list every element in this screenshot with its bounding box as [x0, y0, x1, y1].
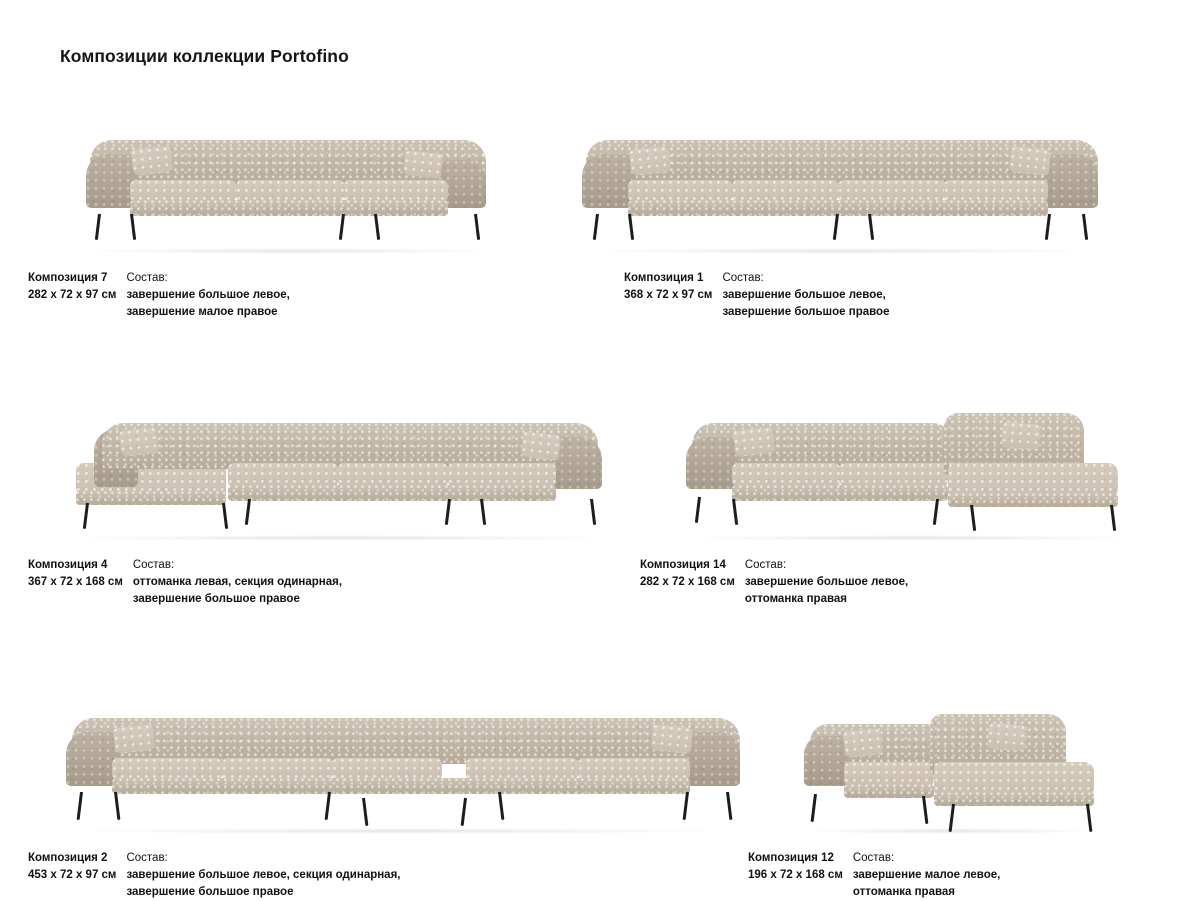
composition-card-14 — [600, 387, 1200, 608]
composition-name: Композиция 14 — [640, 559, 726, 571]
sofa-pillow — [843, 728, 884, 758]
compose-label: Состав: — [852, 852, 895, 864]
compositions-row — [0, 680, 1200, 901]
compositions-grid — [0, 100, 1200, 901]
sofa-graphic — [582, 132, 1102, 248]
composition-name: Композиция 4 — [28, 559, 108, 571]
sofa-seat-cushion — [332, 758, 442, 780]
sofa-pillow — [113, 724, 155, 754]
composition-name: Композиция 7 — [28, 272, 108, 284]
compose-item-line: завершение большое левое, — [722, 289, 886, 301]
sofa-leg — [970, 505, 976, 531]
composition-compose — [126, 850, 400, 901]
compose-label: Состав: — [126, 852, 168, 864]
sofa-leg — [695, 497, 701, 523]
sofa-leg — [222, 503, 228, 529]
ottoman-right-base — [948, 493, 1118, 507]
compose-item-line: завершение большое левое, — [126, 289, 290, 301]
sofa-seat-cushion — [112, 758, 222, 780]
sofa-pillow — [1001, 422, 1041, 451]
sofa-seat-cushion — [732, 180, 838, 202]
composition-dimensions: 282 x 72 x 97 см — [28, 289, 117, 301]
sofa-pillow — [987, 723, 1027, 752]
sofa-leg — [628, 214, 634, 240]
composition-name-dimensions — [624, 270, 722, 321]
compositions-row — [0, 100, 1200, 321]
sofa-arm-left-small — [804, 736, 848, 786]
sofa-leg — [325, 792, 331, 820]
floor-shadow — [680, 535, 1140, 541]
composition-compose — [722, 270, 889, 321]
sofa-leg — [114, 792, 120, 820]
compose-item-line: оттоманка правая — [744, 593, 848, 605]
compose-label: Состав: — [744, 559, 787, 571]
composition-card-7 — [0, 100, 600, 321]
sofa-leg — [732, 499, 738, 525]
composition-illustration-12 — [600, 680, 1200, 850]
composition-name: Композиция 2 — [28, 852, 108, 864]
ottoman-right-seat — [934, 762, 1094, 796]
sofa-leg — [933, 499, 939, 525]
sofa-leg — [868, 214, 874, 240]
compositions-row — [0, 387, 1200, 608]
sofa-leg — [445, 499, 451, 525]
sofa-seat-cushion — [840, 463, 948, 487]
sofa-seat-cushion — [466, 758, 578, 780]
sofa-leg — [480, 499, 486, 525]
sofa-pillow — [119, 427, 160, 457]
composition-illustration-7 — [0, 100, 600, 270]
compose-item-line: завершение большое правое — [722, 306, 890, 318]
sofa-leg — [1082, 214, 1088, 240]
sofa-seat-cushion — [344, 180, 448, 202]
sofa-seat-cushion — [236, 180, 344, 202]
ottoman-right-base — [934, 792, 1094, 806]
composition-compose — [745, 557, 908, 608]
sofa-pillow — [1009, 146, 1051, 176]
floor-shadow — [60, 535, 620, 541]
composition-caption — [600, 850, 1200, 901]
composition-compose — [126, 270, 289, 321]
sofa-seat-cushion — [732, 463, 840, 487]
sofa-leg — [949, 804, 955, 832]
composition-name: Композиция 1 — [624, 272, 704, 284]
composition-dimensions: 282 x 72 x 168 см — [640, 576, 735, 588]
composition-name-dimensions — [748, 850, 853, 901]
sofa-leg — [1045, 214, 1051, 240]
composition-dimensions: 453 x 72 x 97 см — [28, 869, 117, 881]
sofa-seat-cushion — [944, 180, 1048, 202]
composition-caption — [600, 270, 1200, 321]
composition-illustration-14 — [600, 387, 1200, 557]
composition-caption — [0, 850, 600, 901]
compose-item-line: оттоманка правая — [852, 886, 956, 898]
sofa-arm-left-large — [686, 437, 738, 489]
compose-label: Состав: — [132, 559, 175, 571]
sofa-arm-left-large — [66, 732, 120, 786]
sofa-pillow — [131, 146, 173, 176]
sofa-leg — [362, 798, 368, 826]
sofa-seat-cushion — [628, 180, 732, 202]
sofa-arm-right-large — [1044, 154, 1098, 208]
compose-item-line: завершение большое правое — [132, 593, 300, 605]
composition-name-dimensions — [28, 270, 126, 321]
ottoman-right-seat — [948, 463, 1118, 497]
floor-shadow — [580, 248, 1100, 254]
page-title: Композиции коллекции Portofino — [60, 46, 349, 66]
composition-dimensions: 368 x 72 x 97 см — [624, 289, 713, 301]
composition-caption — [0, 270, 600, 321]
composition-illustration-1 — [600, 100, 1200, 270]
sofa-seat-cushion — [448, 463, 556, 487]
sofa-leg — [833, 214, 839, 240]
composition-card-2 — [0, 680, 600, 901]
sofa-leg — [590, 499, 596, 525]
sofa-leg — [83, 503, 89, 529]
sofa-arm-left-large — [86, 154, 138, 208]
sofa-leg — [1110, 505, 1116, 531]
composition-name-dimensions — [640, 557, 745, 608]
compose-item-line: завершение малое левое, — [852, 869, 1001, 881]
sofa-leg — [374, 214, 380, 240]
sofa-leg — [77, 792, 83, 820]
composition-illustration-2 — [0, 680, 600, 850]
floor-shadow — [80, 248, 500, 254]
composition-card-4 — [0, 387, 600, 608]
sofa-seat-cushion — [338, 463, 448, 487]
composition-compose — [853, 850, 1001, 901]
sofa-leg — [1086, 804, 1092, 832]
sofa-base — [732, 485, 948, 501]
sofa-graphic — [686, 407, 1146, 535]
composition-caption — [600, 557, 1200, 608]
composition-caption — [0, 557, 600, 608]
sofa-pillow — [403, 150, 443, 179]
composition-compose — [133, 557, 342, 608]
sofa-base — [130, 200, 448, 216]
sofa-graphic — [86, 132, 490, 248]
composition-name-dimensions — [28, 557, 133, 608]
sofa-leg — [245, 499, 251, 525]
composition-name: Композиция 12 — [748, 852, 834, 864]
sofa-pillow — [733, 427, 775, 457]
composition-dimensions: 367 x 72 x 168 см — [28, 576, 123, 588]
sofa-graphic — [804, 706, 1104, 828]
composition-card-12 — [600, 680, 1200, 901]
sofa-leg — [593, 214, 599, 240]
sofa-leg — [811, 794, 817, 822]
sofa-leg — [922, 796, 928, 824]
compose-item-line: оттоманка левая, секция одинарная, — [132, 576, 343, 588]
sofa-leg — [474, 214, 480, 240]
compose-item-line: завершение малое правое — [126, 306, 278, 318]
sofa-base — [228, 485, 556, 501]
compose-label: Состав: — [722, 272, 764, 284]
composition-name-dimensions — [28, 850, 126, 901]
sofa-leg — [130, 214, 136, 240]
compose-item-line: завершение большое правое — [126, 886, 294, 898]
compose-item-line: завершение большое левое, секция одинарная, — [126, 869, 401, 881]
composition-illustration-4 — [0, 387, 600, 557]
composition-card-1 — [600, 100, 1200, 321]
sofa-pillow — [521, 431, 562, 461]
sofa-seat-cushion — [130, 180, 236, 202]
compose-label: Состав: — [126, 272, 168, 284]
ottoman-left-base — [76, 491, 226, 505]
sofa-leg — [339, 214, 345, 240]
sofa-leg — [498, 792, 504, 820]
compose-item-line: завершение большое левое, — [744, 576, 909, 588]
composition-dimensions: 196 x 72 x 168 см — [748, 869, 843, 881]
sofa-pillow — [629, 146, 671, 176]
sofa-seat-cushion — [844, 762, 934, 786]
sofa-seat-cushion — [222, 758, 332, 780]
sofa-graphic — [62, 407, 618, 535]
sofa-leg — [461, 798, 467, 826]
sofa-arm-left-large — [582, 154, 636, 208]
sofa-seat-cushion — [838, 180, 944, 202]
sofa-seat-cushion — [228, 463, 338, 487]
sofa-leg — [95, 214, 101, 240]
sofa-base — [844, 784, 934, 798]
